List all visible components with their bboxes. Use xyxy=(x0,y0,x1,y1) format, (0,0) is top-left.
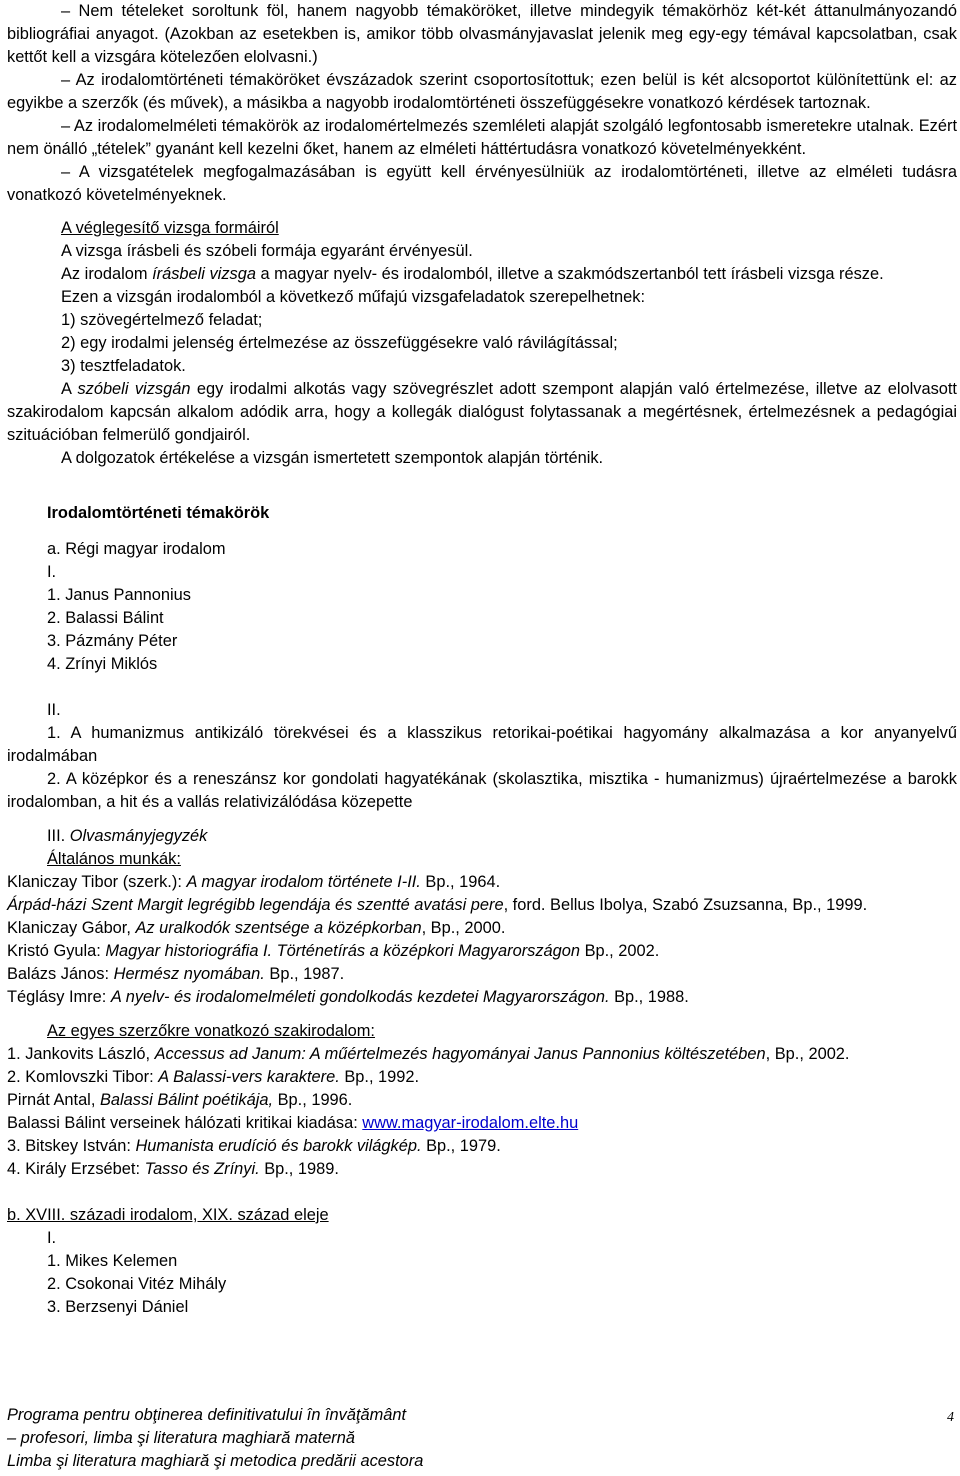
roman-one-b: I. xyxy=(47,1229,57,1247)
website-link[interactable]: www.magyar-irodalom.elte.hu xyxy=(362,1114,579,1132)
topics-heading: Irodalomtörténeti témakörök xyxy=(47,504,270,522)
bib-entry: 2. Komlovszki Tibor: A Balassi-vers karaktere. Bp., 1992. xyxy=(7,1068,420,1086)
document-page xyxy=(7,0,957,1319)
author-item: 3. Berzsenyi Dániel xyxy=(47,1298,189,1316)
footer-line-3: Limba şi literatura maghiară şi metodica predării acestora xyxy=(7,1452,424,1470)
question-1: 1. A humanizmus antikizáló törekvései és a klasszikus retorikai-poétikai hagyomány alkalmazása a kor anyanyelvű irodalmában xyxy=(7,724,957,765)
author-literature-heading: Az egyes szerzőkre vonatkozó szakirodalom: xyxy=(47,1022,375,1040)
exam-written-paragraph: Az irodalom írásbeli vizsga a magyar nyelv- és irodalomból, illetve a szakmódszertanból tett írásbeli vizsga része. xyxy=(61,265,884,283)
task-1: 1) szövegértelmező feladat; xyxy=(61,311,263,329)
general-works-heading: Általános munkák: xyxy=(47,850,181,868)
bib-entry: 1. Jankovits László, Accessus ad Janum: A műértelmezés hagyományai Janus Pannonius költészetében, Bp., 2002. xyxy=(7,1045,850,1063)
author-item: 3. Pázmány Péter xyxy=(47,632,178,650)
bib-entry: Árpád-házi Szent Margit legrégibb legendája és szentté avatási pere, ford. Bellus Ibolya, Szabó Zsuzsanna, Bp., 1999. xyxy=(7,896,868,914)
question-2: 2. A középkor és a reneszánsz kor gondolati hagyatékának (skolasztika, misztika - humanizmus) újraértelmezése a barokk irodalomban, a hit és a vallás relativizálódása közepette xyxy=(7,770,957,811)
bib-entry: Balázs János: Hermész nyomában. Bp., 1987. xyxy=(7,965,345,983)
task-3: 3) tesztfeladatok. xyxy=(61,357,186,375)
page-footer xyxy=(7,1404,957,1473)
footer-line-2: – profesori, limba şi literatura maghiară maternă xyxy=(7,1429,355,1447)
author-item: 1. Mikes Kelemen xyxy=(47,1252,178,1270)
roman-two: II. xyxy=(47,701,61,719)
bib-entry: Kristó Gyula: Magyar historiográfia I. Történetírás a középkori Magyarországon Bp., 2002. xyxy=(7,942,660,960)
bib-entry: 3. Bitskey István: Humanista erudíció és barokk világkép. Bp., 1979. xyxy=(7,1137,501,1155)
bib-entry: Klaniczay Tibor (szerk.): A magyar irodalom története I-II. Bp., 1964. xyxy=(7,873,501,891)
section-b-title: b. XVIII. századi irodalom, XIX. század eleje xyxy=(7,1206,329,1224)
roman-one: I. xyxy=(47,563,57,581)
author-item: 2. Balassi Bálint xyxy=(47,609,164,627)
intro-paragraph-3: – Az irodalomelméleti témakörök az irodalomértelmezés szemléleti alapját szolgáló legfontosabb ismeretekre utalnak. Ezért nem önálló „tételek” gyanánt kell kezelni őket, hanem az elméleti háttértudásra vonatkozó követelményekként. xyxy=(7,115,957,161)
page-number: 4 xyxy=(947,1410,954,1425)
exam-heading: A véglegesítő vizsga formáiról xyxy=(61,219,279,237)
bib-entry: Klaniczay Gábor, Az uralkodók szentsége a középkorban, Bp., 2000. xyxy=(7,919,506,937)
bib-entry: 4. Király Erzsébet: Tasso és Zrínyi. Bp., 1989. xyxy=(7,1160,339,1178)
exam-line-1: A vizsga írásbeli és szóbeli formája egyaránt érvényesül. xyxy=(61,242,473,260)
author-item: 1. Janus Pannonius xyxy=(47,586,191,604)
author-item: 4. Zrínyi Miklós xyxy=(47,655,158,673)
bib-entry: Téglásy Imre: A nyelv- és irodalomelméleti gondolkodás kezdetei Magyarországon. Bp., 1988. xyxy=(7,988,689,1006)
task-2: 2) egy irodalmi jelenség értelmezése az összefüggésekre való rávilágítással; xyxy=(61,334,618,352)
exam-line-5: A dolgozatok értékelése a vizsgán ismertetett szempontok alapján történik. xyxy=(61,449,604,467)
intro-paragraph-1: – Nem tételeket soroltunk föl, hanem nagyobb témaköröket, illetve mindegyik témakörhöz két-két áttanulmányozandó bibliográfiai anyagot. (Azokban az esetekben is, amikor több olvasmányjavaslat jelenik meg egy-egy témával kapcsolatban, csak kettőt kell a vizsgára kötelezően elolvasni.) xyxy=(7,0,957,69)
intro-paragraph-4: – A vizsgatételek megfogalmazásában is együtt kell érvényesülniük az irodalomtörténeti, illetve az elméleti tudásra vonatkozó követelményeknek. xyxy=(7,161,957,207)
author-item: 2. Csokonai Vitéz Mihály xyxy=(47,1275,227,1293)
exam-line-3: Ezen a vizsgán irodalomból a következő műfajú vizsgafeladatok szerepelhetnek: xyxy=(61,288,646,306)
reading-list-title: III. Olvasmányjegyzék xyxy=(47,827,208,845)
section-a-title: a. Régi magyar irodalom xyxy=(47,540,226,558)
bib-entry: Balassi Bálint verseinek hálózati kritikai kiadása: www.magyar-irodalom.elte.hu xyxy=(7,1114,579,1132)
footer-line-1: Programa pentru obţinerea definitivatului în învăţământ xyxy=(7,1406,407,1424)
exam-oral-paragraph: A szóbeli vizsgán egy irodalmi alkotás vagy szövegrészlet adott szempont alapján való értelmezése, illetve az elolvasott szakirodalom kapcsán alkalom adódik arra, hogy a kollegák dialógust folytassanak a megértésnek, értelmezésnek a pedagógiai szituációban felmerülő gondjairól. xyxy=(7,380,957,444)
intro-paragraph-2: – Az irodalomtörténeti témaköröket évszázadok szerint csoportosítottuk; ezen belül is két alcsoportot különítettünk el: az egyikbe a szerzők (és művek), a másikba a nagyobb irodalomtörténeti összefüggésekre vonatkozó kérdések tartoznak. xyxy=(7,69,957,115)
bib-entry: Pirnát Antal, Balassi Bálint poétikája, Bp., 1996. xyxy=(7,1091,353,1109)
